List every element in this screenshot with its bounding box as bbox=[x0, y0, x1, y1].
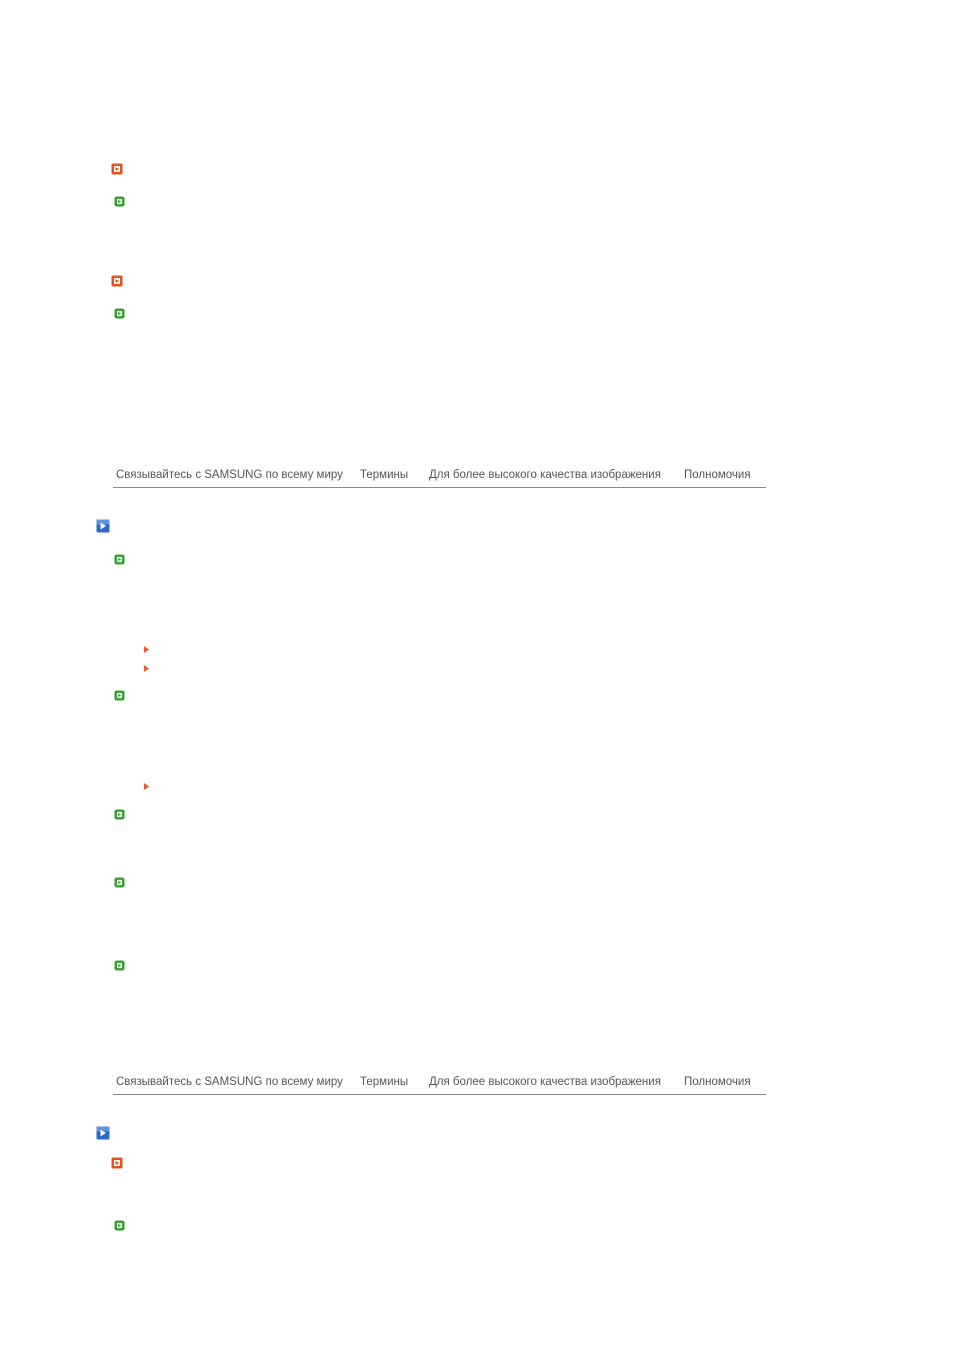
green-bullet-icon bbox=[114, 809, 125, 820]
green-bullet-icon bbox=[114, 877, 125, 888]
nav-link-contact[interactable]: Связывайтесь с SAMSUNG по всему миру bbox=[116, 469, 343, 481]
nav-link-quality[interactable]: Для более высокого качества изображения bbox=[429, 469, 661, 481]
blue-section-icon bbox=[96, 519, 110, 533]
orange-arrow-icon bbox=[143, 664, 150, 673]
nav-link-terms[interactable]: Термины bbox=[360, 469, 409, 481]
orange-arrow-icon bbox=[143, 782, 150, 791]
red-bullet-icon bbox=[111, 163, 123, 175]
footer-nav bbox=[113, 1074, 766, 1095]
red-bullet-icon bbox=[111, 1157, 123, 1169]
green-bullet-icon bbox=[114, 1220, 125, 1231]
nav-link-quality[interactable]: Для более высокого качества изображения bbox=[429, 1076, 661, 1088]
green-bullet-icon bbox=[114, 196, 125, 207]
nav-link-authority[interactable]: Полномочия bbox=[684, 1076, 751, 1088]
nav-link-terms[interactable]: Термины bbox=[360, 1076, 409, 1088]
green-bullet-icon bbox=[114, 308, 125, 319]
nav-link-authority[interactable]: Полномочия bbox=[684, 469, 751, 481]
green-bullet-icon bbox=[114, 960, 125, 971]
green-bullet-icon bbox=[114, 554, 125, 565]
orange-arrow-icon bbox=[143, 645, 150, 654]
red-bullet-icon bbox=[111, 275, 123, 287]
nav-link-contact[interactable]: Связывайтесь с SAMSUNG по всему миру bbox=[116, 1076, 343, 1088]
footer-nav bbox=[113, 467, 766, 488]
green-bullet-icon bbox=[114, 690, 125, 701]
blue-section-icon bbox=[96, 1126, 110, 1140]
